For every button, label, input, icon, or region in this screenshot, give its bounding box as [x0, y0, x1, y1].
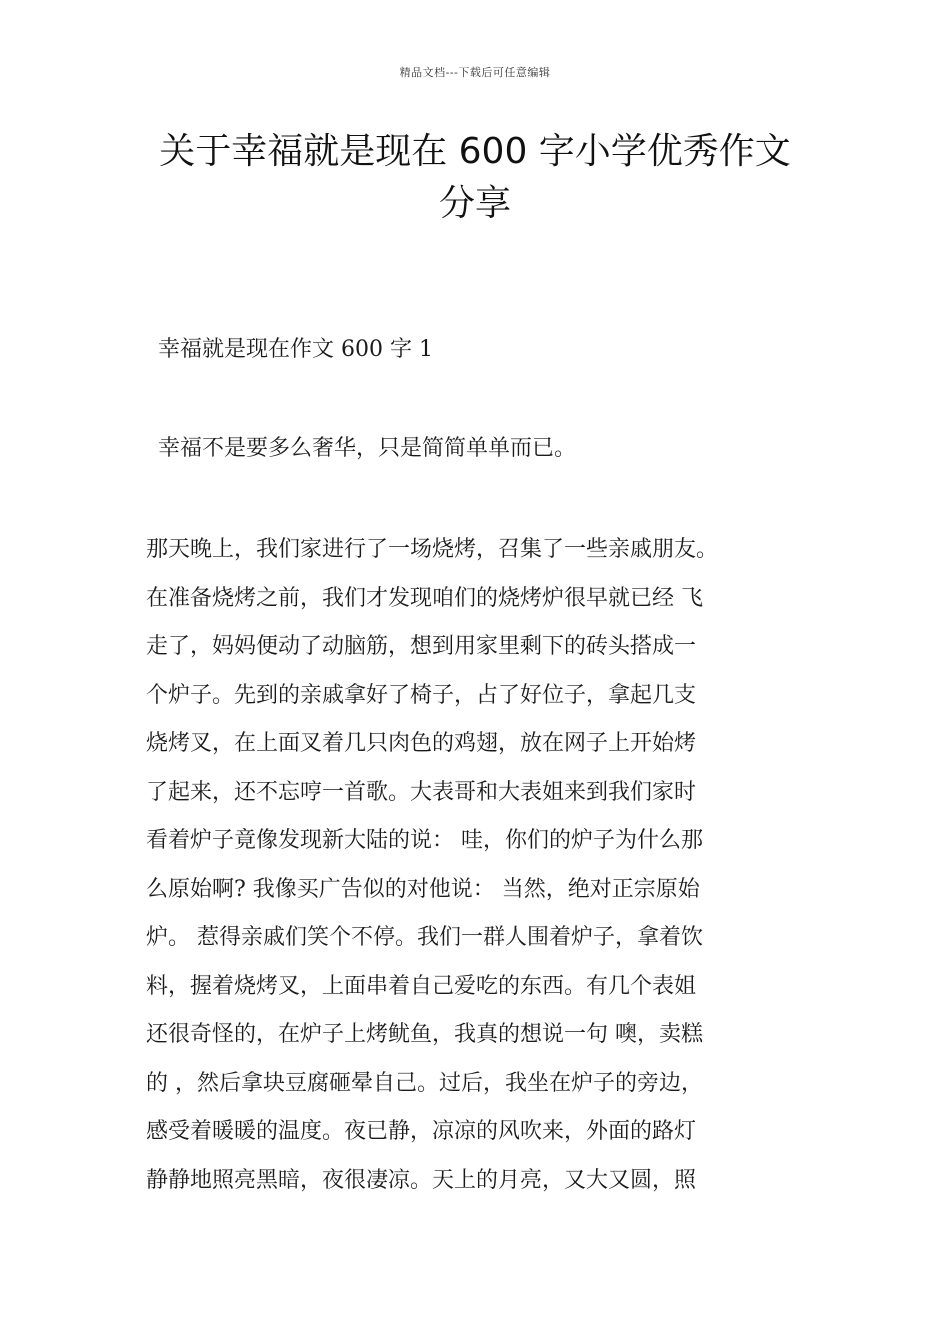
body-paragraph	[146, 530, 846, 1209]
document-title-line-2: 分享	[438, 183, 511, 224]
document-title-line-1: 关于幸福就是现在 600 字小学优秀作文	[159, 131, 791, 172]
body-line: 了起来，还不忘哼一首歌。大表哥和大表姐来到我们家时	[146, 779, 697, 805]
body-line: 静静地照亮黑暗，夜很凄凉。天上的月亮，又大又圆，照	[146, 1167, 697, 1193]
body-line: 那天晚上，我们家进行了一场烧烤，召集了一些亲戚朋友。	[146, 537, 719, 562]
body-line: 个炉子。先到的亲戚拿好了椅子，占了好位子，拿起几支	[146, 682, 697, 708]
body-line: 还很奇怪的，在炉子上烤鱿鱼，我真的想说一句 噢，卖糕	[146, 1022, 703, 1047]
body-line: 么原始啊? 我像买广告似的对他说： 当然，绝对正宗原始	[146, 876, 700, 902]
section-heading: 幸福就是现在作文 600 字 1	[158, 337, 433, 362]
document-title	[130, 126, 820, 230]
body-line: 看着炉子竟像发现新大陆的说： 哇，你们的炉子为什么那	[146, 828, 703, 853]
body-line: 在准备烧烤之前，我们才发现咱们的烧烤炉很早就已经 飞	[146, 585, 703, 611]
body-line: 烧烤叉，在上面叉着几只肉色的鸡翅，放在网子上开始烤	[146, 731, 697, 756]
intro-paragraph: 幸福不是要多么奢华，只是简简单单而已。	[158, 436, 577, 461]
body-line: 感受着暖暖的温度。夜已静，凉凉的风吹来，外面的路灯	[146, 1119, 697, 1144]
page-header-note: 精品文档---下载后可任意编辑	[399, 66, 551, 79]
body-line: 的 ，然后拿块豆腐砸晕自己。过后，我坐在炉子的旁边，	[146, 1070, 703, 1096]
body-line: 炉。 惹得亲戚们笑个不停。我们一群人围着炉子，拿着饮	[146, 925, 703, 950]
body-line: 走了，妈妈便动了动脑筋，想到用家里剩下的砖头搭成一	[146, 634, 697, 659]
body-line: 料，握着烧烤叉，上面串着自己爱吃的东西。有几个表姐	[146, 973, 697, 999]
